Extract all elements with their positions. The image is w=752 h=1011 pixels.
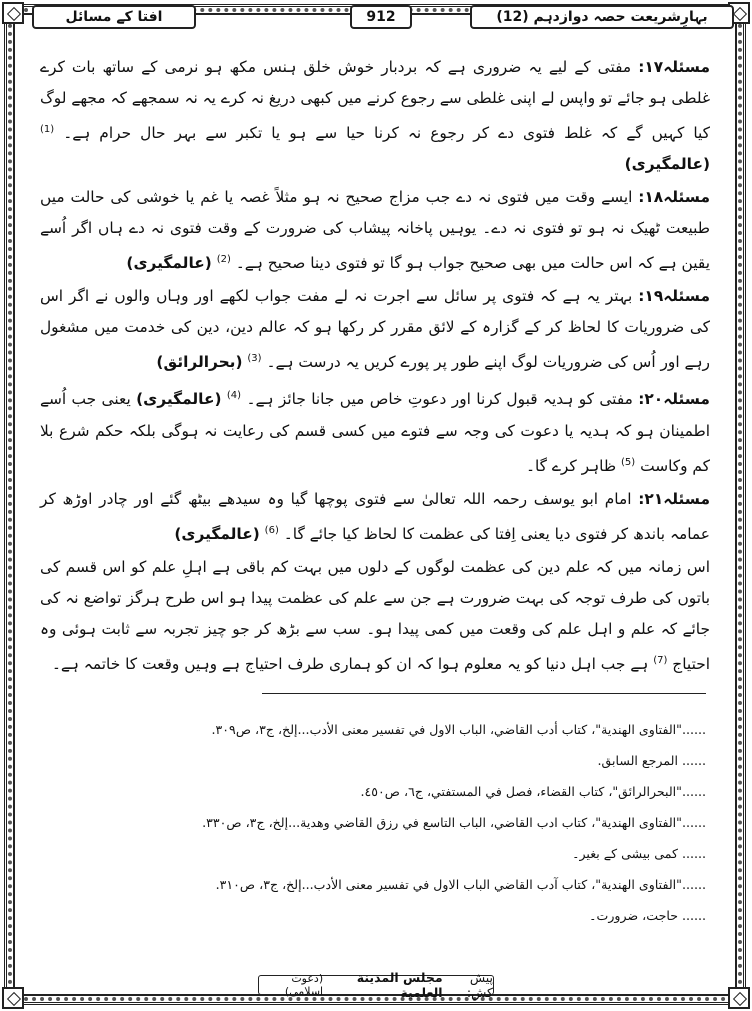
- footnote-ref: (3): [247, 353, 262, 365]
- masala-text: امام ابو یوسف رحمہ اللہ تعالیٰ سے فتوی پوچھا گیا وہ سیدھے بیٹھ گئے اور چادر اوڑھ کر عمامہ باندھ کر فتوی دیا یعنی اِفتا کی عظمت کا لحاظ کیا جائے گا۔: [40, 489, 710, 543]
- book-title: بہارِشریعت حصہ دوازدہم (12): [470, 5, 734, 29]
- source-citation: (عالمگیری): [126, 254, 212, 273]
- footnote-ref: (5): [620, 456, 636, 468]
- masala-21: [40, 484, 710, 550]
- masala-text-end: ظاہر کرے گا۔: [525, 456, 617, 475]
- footer-suffix: (دعوت اسلامی): [284, 972, 324, 998]
- masala-text-continued: یعنی جب اُسے اطمینان ہو کہ ہدیہ یا دعوت کی وجہ سے فتوے میں کسی قسم کی رعایت نہ ہوگی بلکہ حکم شرع بلا کم وکاست: [40, 390, 710, 475]
- footnote-7: ...... حاجت، ضرورت۔: [589, 908, 706, 923]
- chapter-title: افتا کے مسائل: [32, 5, 196, 29]
- masala-18: [40, 182, 710, 279]
- masala-17: [40, 52, 710, 180]
- page-number: 912: [350, 5, 412, 29]
- footnote-3: ......"البحرالرائق"، كتاب القضاء، فصل في المستفتي، ج٦، ص٤٥٠.: [360, 784, 706, 799]
- corner-ornament: [2, 987, 24, 1009]
- footnote-4: ......"الفتاوی الهندية"، كتاب ادب القاضي، الباب التاسع في رزق القاضي وهدية...إلخ، ج٣، ص٣٣٠.: [202, 815, 706, 830]
- footer-prefix: پیش کش:: [466, 970, 493, 1000]
- masala-label: مسئلہ۲۱:: [638, 489, 710, 508]
- page-header: [0, 5, 752, 31]
- footnote-divider: [262, 693, 706, 694]
- source-citation: (عالمگیری): [136, 390, 222, 409]
- masala-20: [40, 380, 710, 481]
- masala-label: مسئلہ۱۸:: [638, 188, 710, 207]
- footnote-ref: (7): [653, 654, 668, 666]
- footnote-ref: (1): [40, 124, 55, 135]
- footnote-1: ......"الفتاوی الهندية"، كتاب أدب القاضي، الباب الاول في تفسير معنى الأدب...إلخ، ج٣، ص٣٠٩.: [211, 722, 706, 737]
- masala-label: مسئلہ۱۷:: [638, 58, 710, 76]
- source-citation: (عالمگیری): [624, 155, 710, 174]
- footnote-6: ......"الفتاوی الهندية"، كتاب آدب القاضي الباب الاول في تفسير معنى الأدب...إلخ، ج٣، ص٣١٠.: [215, 877, 706, 892]
- closing-paragraph: [40, 552, 710, 680]
- source-citation: (عالمگیری): [174, 524, 260, 543]
- masala-19: [40, 281, 710, 378]
- corner-ornament: [728, 987, 750, 1009]
- publisher-name: مجلس المدينة العلمية: [356, 970, 443, 1000]
- footnote-ref: (4): [226, 390, 242, 402]
- footnote-5: ...... کمی بیشی کے بغیر۔: [572, 846, 706, 861]
- paragraph-text-continued: ہے جب اہل دنیا کو یہ معلوم ہوا کہ ان کو ہماری طرف احتیاج ہے وہیں وقعت کا خاتمہ ہے۔: [51, 654, 649, 673]
- footnotes: [40, 714, 706, 931]
- masala-text: مفتی کو ہدیہ قبول کرنا اور دعوتِ خاص میں جانا جائز ہے۔: [246, 390, 633, 409]
- source-citation: (بحرالرائق): [156, 353, 243, 372]
- masala-text: مفتی کے لیے یہ ضروری ہے کہ بردبار خوش خلق ہنس مکھ ہو نرمی کے ساتھ بات کرے غلطی ہو جائے تو واپس لے اپنی غلطی سے رجوع کرنے میں کبھی دریغ نہ کرے یہ نہ سمجھے کہ مجھے لوگ کیا کہیں گے کہ غلط فتوی دے کر رجوع نہ کرنا حیا سے ہو یا تکبر سے بہر حال حرام ہے۔: [40, 58, 710, 143]
- masala-text: بہتر یہ ہے کہ فتوی پر سائل سے اجرت نہ لے مفت جواب لکھے اور وہاں والوں نے اگر اس کی ضروریات کا لحاظ کر کے گزارہ کے لائق مقرر کر رکھا ہو کہ عالم دین، دین کی خدمت میں مشغول رہے اور اُس کی ضروریات لوگ اپنے طور پر پورے کریں یہ درست ہے۔: [40, 287, 710, 372]
- masala-label: مسئلہ۱۹:: [638, 287, 710, 306]
- masala-label: مسئلہ۲۰:: [638, 390, 710, 409]
- paragraph-text: اس زمانہ میں کہ علم دین کی عظمت لوگوں کے دلوں میں بہت کم باقی ہے اہلِ علم کو اس قسم کی باتوں کی طرف توجہ کی بہت ضرورت ہے جن سے علم کی عظمت پیدا ہو اس طرح ہرگز تواضع نہ کی جائے کہ علم و اہل علم کی وقعت میں کمی پیدا ہو۔ سب سے بڑھ کر جو چیز تجربہ سے ثابت ہوئی وہ احتیاج: [40, 557, 710, 673]
- footnote-2: ...... المرجع السابق.: [597, 753, 706, 768]
- masala-text: ایسے وقت میں فتوی نہ دے جب مزاج صحیح نہ ہو مثلاً غصہ یا غم یا خوشی کی حالت میں طبیعت ٹھیک نہ ہو تو فتوی نہ دے۔ یوہیں پاخانہ پیشاب کی ضرورت کے وقت فتوی نہ دے ہاں اگر اُسے یقین ہے کہ اس حالت میں بھی صحیح جواب ہو گا تو فتوی دینا صحیح ہے۔: [40, 188, 710, 273]
- publisher-footer: [258, 970, 494, 1000]
- footnote-ref: (6): [264, 524, 279, 536]
- footnote-ref: (2): [216, 254, 231, 266]
- main-text: [40, 52, 710, 682]
